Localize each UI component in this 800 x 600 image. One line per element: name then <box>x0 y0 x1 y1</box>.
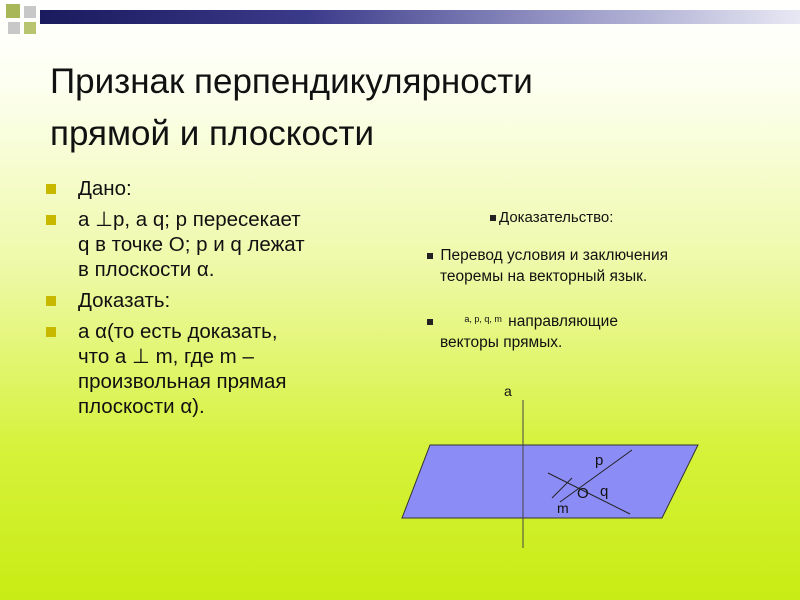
proof-step-1-line2: теоремы на векторный язык. <box>440 268 648 285</box>
top-decor-bar <box>40 10 800 24</box>
proof-step-2-line1: направляющие <box>508 313 618 330</box>
list-item-given-text: a ⊥p, a q; p пересекает q в точке O; p и q лежат в плоскости α. <box>44 207 384 282</box>
list-item-given-label: Дано: <box>44 176 384 201</box>
decor-square <box>8 22 20 34</box>
label-p: p <box>595 452 604 469</box>
label-m: m <box>557 500 569 516</box>
label-q: q <box>600 483 609 500</box>
label-a: a <box>504 383 512 399</box>
list-item-prove-text: a α(то есть доказать, что a ⊥ m, где m – произвольная прямая плоскости α). <box>44 319 384 419</box>
decor-square <box>24 6 36 18</box>
proof-step-1-line1: Перевод условия и заключения <box>440 247 669 264</box>
proof-step-2-line2: векторы прямых. <box>440 334 563 351</box>
plane-alpha <box>402 445 698 518</box>
vector-list: a, p, q, m <box>464 314 502 324</box>
geometry-diagram <box>400 370 700 600</box>
proof-step-2 <box>427 309 767 353</box>
slide-title-line1: Признак перпендикулярности <box>50 62 533 101</box>
decor-square <box>24 22 36 34</box>
label-O: O <box>577 485 589 502</box>
decor-square <box>6 4 20 18</box>
slide-title-line2: прямой и плоскости <box>50 114 375 153</box>
list-item-prove-label: Доказать: <box>44 288 384 313</box>
slide-title <box>50 56 750 160</box>
proof-heading: Доказательство: <box>490 209 613 226</box>
given-prove-list <box>44 176 384 425</box>
proof-step-1 <box>427 245 767 287</box>
